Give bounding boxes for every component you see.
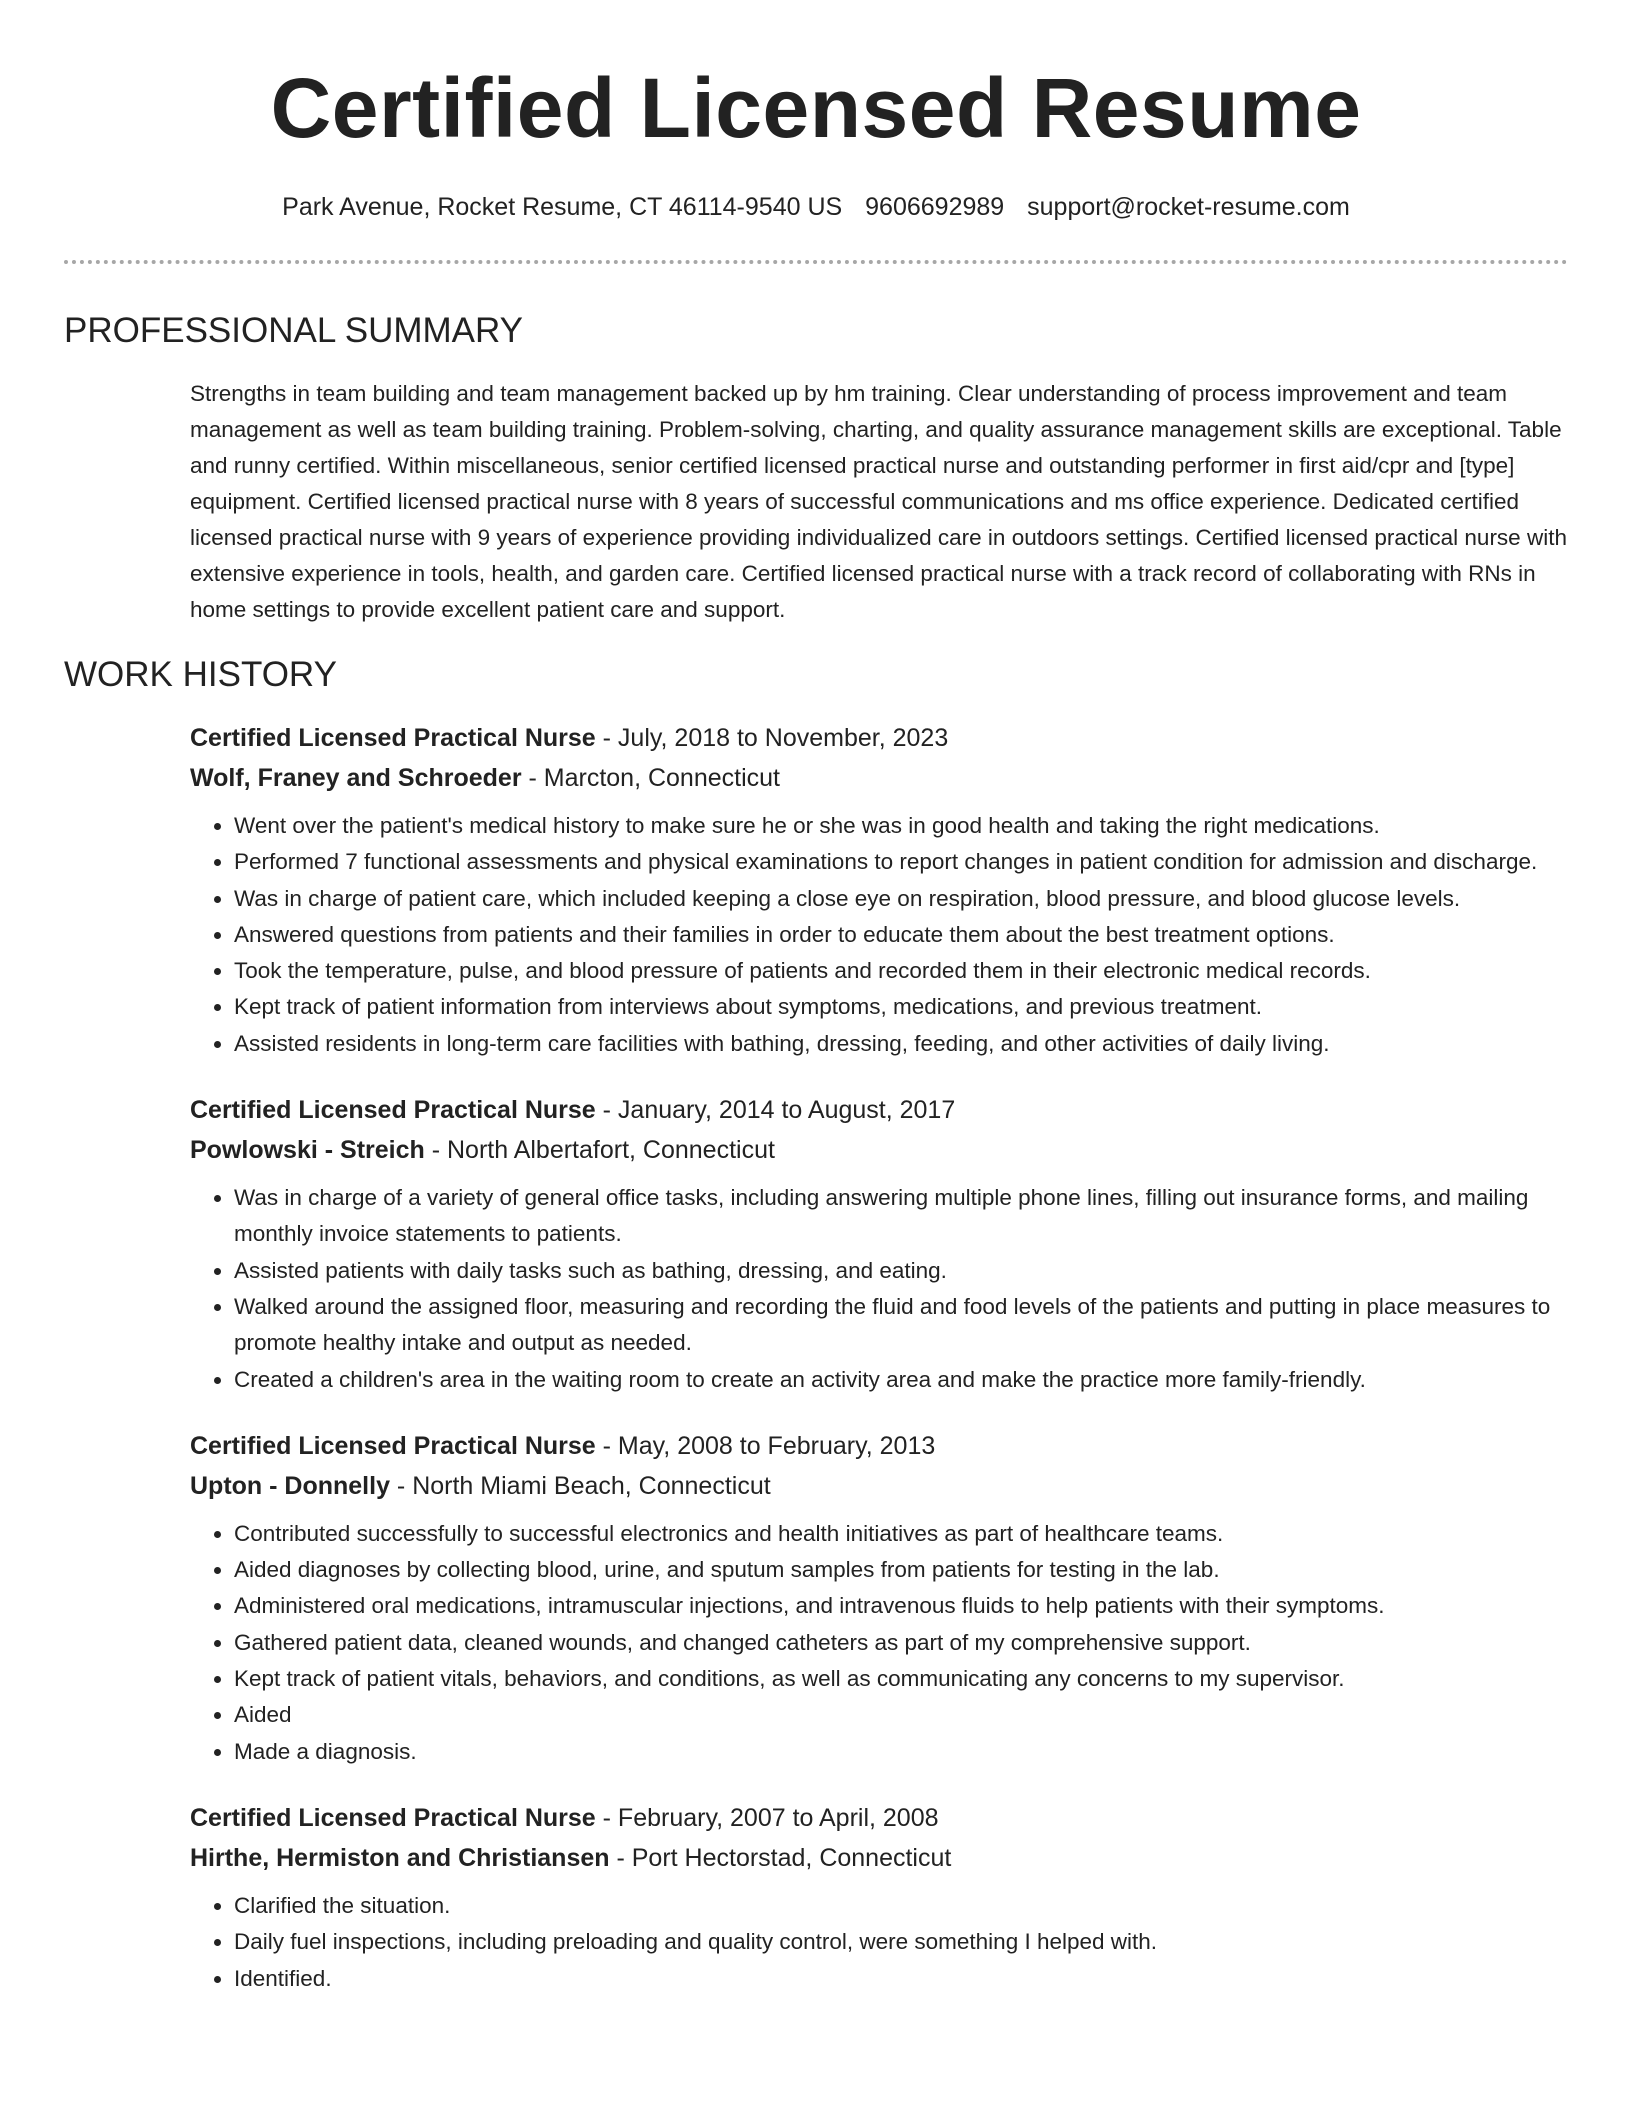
phone-text: 9606692989 [865,193,1005,221]
summary-heading: PROFESSIONAL SUMMARY [64,311,523,350]
list-item: • Daily fuel inspections, including preloading and quality control, were something I helped with. [234,1924,1568,1960]
job-dates: - January, 2014 to August, 2017 [595,1096,956,1125]
list-item: • Assisted residents in long-term care facilities with bathing, dressing, feeding, and other activities of daily living. [234,1026,1568,1062]
list-item: • Answered questions from patients and their families in order to educate them about the best treatment options. [234,917,1568,953]
job-company-line [190,1838,1568,1878]
job-location: - Port Hectorstad, Connecticut [609,1843,952,1872]
list-item: • Assisted patients with daily tasks such as bathing, dressing, and eating. [234,1253,1568,1289]
job-title-line [190,718,1568,758]
job-title-line [190,1426,1568,1466]
job-company-line [190,1466,1568,1506]
job-company: Upton - Donnelly [190,1471,390,1500]
job-role: Certified Licensed Practical Nurse [190,1431,596,1460]
list-item: • Gathered patient data, cleaned wounds, and changed catheters as part of my comprehensive support. [234,1625,1568,1661]
job-company: Hirthe, Hermiston and Christiansen [190,1843,610,1872]
job-role: Certified Licensed Practical Nurse [190,1096,596,1125]
contact-line [64,192,1568,222]
job-duties-list [190,1180,1568,1398]
job-entry [190,718,1568,1062]
list-item: • Aided diagnoses by collecting blood, urine, and sputum samples from patients for testing in the lab. [234,1552,1568,1588]
job-location: - North Albertafort, Connecticut [424,1136,775,1165]
job-role: Certified Licensed Practical Nurse [190,1803,596,1832]
list-item: • Kept track of patient information from interviews about symptoms, medications, and previous treatment. [234,989,1568,1025]
list-item: • Contributed successfully to successful electronics and health initiatives as part of healthcare teams. [234,1516,1568,1552]
job-location: - North Miami Beach, Connecticut [389,1471,771,1500]
job-role: Certified Licensed Practical Nurse [190,724,596,752]
job-entry [190,1426,1568,1770]
job-duties-list [190,1516,1568,1770]
job-company-line [190,758,1568,798]
list-item: • Performed 7 functional assessments and physical examinations to report changes in patient condition for admission and discharge. [234,844,1568,880]
list-item: • Walked around the assigned floor, measuring and recording the fluid and food levels of the patients and putting in place measures to promote healthy intake and output as needed. [234,1289,1568,1362]
list-item: • Was in charge of patient care, which included keeping a close eye on respiration, blood pressure, and blood glucose levels. [234,881,1568,917]
job-company: Powlowski - Streich [190,1136,425,1165]
list-item: • Identified. [234,1961,1568,1997]
job-duties-list [190,808,1568,1062]
list-item: • Took the temperature, pulse, and blood pressure of patients and recorded them in their electronic medical records. [234,953,1568,989]
resume-title: Certified Licensed Resume [270,61,1362,155]
email-text: support@rocket-resume.com [1027,193,1350,221]
list-item: • Kept track of patient vitals, behaviors, and conditions, as well as communicating any concerns to my supervisor. [234,1661,1568,1697]
work-history-heading: WORK HISTORY [64,655,337,694]
list-item: • Went over the patient's medical history to make sure he or she was in good health and taking the right medications. [234,808,1568,844]
job-dates: - July, 2018 to November, 2023 [595,724,949,752]
list-item: • Was in charge of a variety of general office tasks, including answering multiple phone lines, filling out insurance forms, and mailing monthly invoice statements to patients. [234,1180,1568,1253]
job-company-line [190,1130,1568,1170]
header-divider [64,260,1568,264]
list-item: • Administered oral medications, intramuscular injections, and intravenous fluids to help patients with their symptoms. [234,1588,1568,1624]
list-item: • Created a children's area in the waiting room to create an activity area and make the practice more family-friendly. [234,1362,1568,1398]
job-location: - Marcton, Connecticut [521,764,780,792]
work-history-list [64,718,1568,1997]
job-title-line [190,1090,1568,1130]
list-item: • Clarified the situation. [234,1888,1568,1924]
job-company: Wolf, Franey and Schroeder [190,764,522,792]
job-dates: - May, 2008 to February, 2013 [595,1431,936,1460]
job-entry [190,1798,1568,1997]
list-item: • Aided [234,1697,1568,1733]
job-dates: - February, 2007 to April, 2008 [595,1803,939,1832]
list-item: • Made a diagnosis. [234,1734,1568,1770]
job-title-line [190,1798,1568,1838]
job-entry [190,1090,1568,1398]
summary-paragraph: Strengths in team building and team management backed up by hm training. Clear understanding of process improvement and team management as well as team building training. Problem-solving, charting, and quality assurance management skills are exceptional. Table and runny certified. Within miscellaneous, senior certified licensed practical nurse and outstanding performer in first aid/cpr and [type] equipment. Certified licensed practical nurse with 8 years of successful communications and ms office experience. Dedicated certified licensed practical nurse with 9 years of experience providing individualized care in outdoors settings. Certified licensed practical nurse with extensive experience in tools, health, and garden care. Certified licensed practical nurse with a track record of collaborating with RNs in home settings to provide excellent patient care and support. [190,381,1567,622]
address-text: Park Avenue, Rocket Resume, CT 46114-9540 US [282,193,843,221]
job-duties-list [190,1888,1568,1997]
